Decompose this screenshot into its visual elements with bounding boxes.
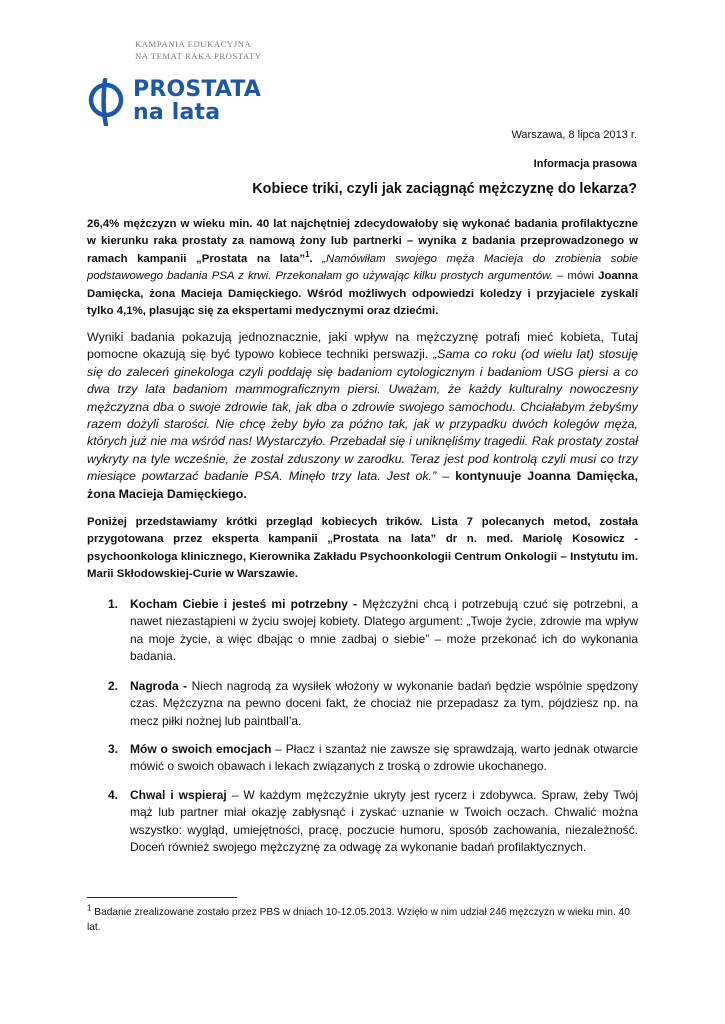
list-item-body: Niech nagrodą za wysiłek włożony w wykonanie badań będzie wspólnie spędzony czas. Mężczyzna na pewno doceni fakt, że chociaż nie przepadasz za tym, pójdziesz np. na mecz piłki nożnej lub paintball’a.	[130, 679, 639, 728]
lead-bold-text-2: Wśród możliwych odpowiedzi koledzy i przyjaciele zyskali tylko 4,1%, plasując się za ekspertami medycznymi oraz dziećmi.	[87, 287, 638, 318]
list-item-title: Mów o swoich emocjach	[130, 742, 272, 756]
footnote	[87, 905, 638, 935]
footnote-divider	[87, 897, 237, 898]
list-item-title: Chwal i wspieraj	[130, 788, 227, 802]
list-item-title: Nagroda -	[130, 679, 192, 693]
list-item-number: 1.	[108, 597, 119, 611]
list-item-body: Mężczyźni chcą i potrzebują czuć się potrzebni, a nawet niezastąpieni w życiu swojej kobiety. Dlatego argument: „Twoje życie, zdrowie ma wpływ na moje życie, a więc dbając o mnie zadbaj o siebie” – może przekonać ich do wykonania badania.	[130, 597, 638, 664]
list-item-text	[130, 741, 638, 776]
lead-bold-text: 26,4% mężczyzn w wieku min. 40 lat najchętniej zdecydowałoby się wykonać badania profilaktyczne w kierunku raka prostaty za namową żony lub partnerki – wynika z badania przeprowadzonego w ramach kampanii „Prostata na lata”	[87, 218, 638, 265]
logo-caption	[135, 38, 262, 62]
list-item-number: 4.	[108, 788, 119, 802]
campaign-logo	[86, 38, 286, 128]
body2-quote: „Sama co roku (od wielu lat) stosuję się do zaleceń ginekologa czyli poddaję się badaniom cytologicznym i badaniom USG piersi a co dwa trzy lata badaniom mammograficznym piersi. Uważam, że każdy kulturalny nowoczesny mężczyzna dba o swoje zdrowie tak, jak dba o zdrowie swojego samochodu. Chciałabym żebyśmy razem dożyli starości. Nie chcę żeby było za późno tak, jak w przypadku dwóch kolegów męża, których już nie ma wśród nas! Wystarczyło. Przebadał się i uniknęliśmy tragedii. Rak prostaty został wykryty na tyle wcześnie, że został zduszony w zarodku. Teraz jest pod kontrolą czyli musi co trzy miesiące powtarzać badanie PSA. Minęło trzy lata. Jest ok.”	[87, 347, 638, 484]
list-item-text	[130, 787, 638, 857]
lead-speaker: Joanna Damięcka, żona Macieja Damięckiego.	[87, 270, 638, 300]
list-item-number: 2.	[108, 679, 119, 693]
logo-caption-line2: NA TEMAT RAKA PROSTATY	[135, 51, 262, 61]
phi-logo-icon	[86, 78, 126, 126]
body-paragraph-3: Poniżej przedstawiamy krótki przegląd kobiecych trików. Lista 7 polecanych metod, została przygotowana przez eksperta kampanii „Prostata na lata” dr n. med. Mariolę Kosowicz - psychoonkologa klinicznego, Kierownika Zakładu Psychoonkologii Centrum Onkologii – Instytutu im. Marii Skłodowskiej-Curie w Warszawie.	[87, 516, 638, 581]
footnote-mark: 1	[87, 903, 92, 913]
body2-intro: Wyniki badania pokazują jednoznacznie, jaki wpływ na mężczyznę potrafi mieć kobieta, Tutaj pomocne okazują się być typowo kobiece techniki perswazji.	[87, 330, 638, 362]
list-item-text	[130, 678, 638, 730]
lead-paragraph	[87, 216, 638, 320]
logo-word-na-lata: na lata	[133, 100, 221, 125]
headline: Kobiece triki, czyli jak zaciągnąć mężczyznę do lekarza?	[252, 181, 637, 197]
lead-quote: „Namówiłam swojego męża Macieja do zrobienia sobie podstawowego badania PSA z krwi. Przekonałam go używając kilku prostych argumentów.	[87, 252, 638, 283]
body2-dash: –	[436, 469, 456, 484]
logo-word-prostata: PROSTATA	[133, 77, 262, 102]
list-item-body: – W każdym mężczyźnie ukryty jest rycerz i zdobywca. Spraw, żeby Twój mąż lub partner miał okazję zabłysnąć i zyskać uznanie w Twoich oczach. Chwalić można wszystko: wygląd, umiejętności, pracę, poczucie humoru, sposób zachowania, niezależność. Doceń również swojego mężczyznę za odwagę za wykonanie badań profilaktycznych.	[130, 788, 638, 855]
list-item-number: 3.	[108, 742, 119, 756]
logo-caption-line1: KAMPANIA EDUKACYJNA	[135, 39, 252, 49]
list-item-text	[130, 596, 638, 666]
lead-dot: .	[309, 252, 323, 265]
press-release-label: Informacja prasowa	[533, 158, 637, 170]
list-item-body: – Płacz i szantaż nie zawsze się sprawdzają, warto jednak otwarcie mówić o swoich obawach i lekach związanych z troską o zdrowie ukochanego.	[130, 742, 639, 774]
list-item-title: Kocham Ciebie i jesteś mi potrzebny -	[130, 597, 363, 611]
body-paragraph-2	[87, 329, 638, 503]
footnote-text: Badanie zrealizowane zostało przez PBS w dniach 10-12.05.2013. Wzięło w nim udział 246 mężczyzn w wieku min. 40 lat.	[87, 907, 630, 933]
lead-said: – mówi	[552, 270, 599, 283]
body2-speaker: kontynuuje Joanna Damięcka, żona Macieja Damięckiego.	[87, 469, 639, 501]
dateline: Warszawa, 8 lipca 2013 r.	[511, 129, 637, 141]
footnote-reference[interactable]: 1	[305, 250, 310, 260]
